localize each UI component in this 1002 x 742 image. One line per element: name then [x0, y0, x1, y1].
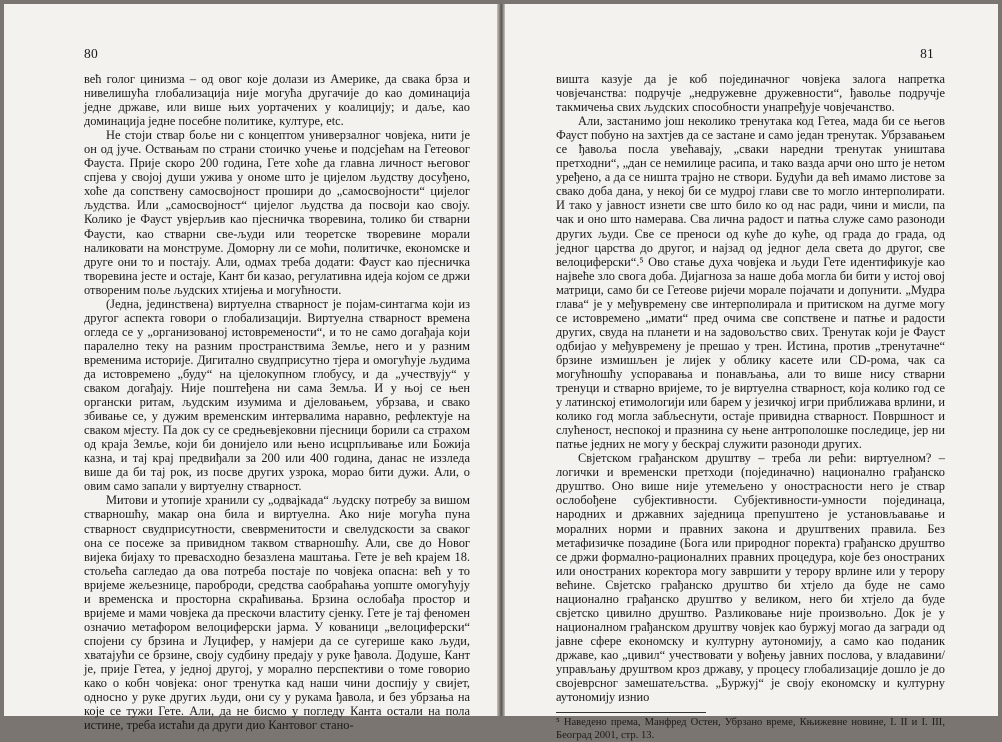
right-page [505, 4, 998, 741]
paragraph: Не стоји ствар боље ни с концептом универзалног човјека, нити је он од јуче. Оствањам по страни стоичко учење и подсјећам на Гетеовог Фауста. Прије скоро 200 година, Гете хоће да главна личност његовог спјева у својој души ужива у ономе што је цијелом људству досуђено, хоће да сопствену самосвојност прошири до „самосвојности“ цијелог људства. Или „самосвојност“ цијелог људства да посвоји као своју. Колико је Фауст увјерљив као пјесничка творевина, толико би стварни Фаусти, као стварни све-људи или теоретске творевине морали наликовати на монструме. Доморну ли се моћи, политичке, економске и друге они то и постају. Али, одмах треба додати: Фауст као пјесничка творевина јесте и остаје, Кант би казао, регулативна идеја којом се држи отвореним поље људских хтијења и могућности. [84, 128, 470, 297]
paragraph: Митови и утопије хранили су „одвајкада“ људску потребу за вишом стварношћу, макар она била и виртуелна. Ако није могућа пуна стварност свудприсутности, свеврменитости и свелудскости за сваког она се посеже за привидном таквом стварношћу. Али, све до Новог вијека бијаху то превасходно безазлена маштања. Гете је већ крајем 18. стољећа сагледао да ова потреба постаје по човјека опасна: већ у то вријеме жељезнице, пароброди, средства саобраћања уопште омогућују и временска и просторна скраћивања. Брзина ослобађа простор и вријеме и мами човјека да прескочи властиту сјенку. Гете је тај феномен означио метафором велоциферски јарма. У кованици „велоциферски“ спојени су брзина и Луцифер, у намјери да се сугерише како људи, хватајући се брзине, своју судбину предају у руке ђавола. Додуше, Кант је, прије Гетеа, у једној другој, у морално перспективи о томе говорио како о кобн човјека: оног тренутка кад наши чини доспију у свијет, односно у руке других људи, они су у рукама ђавола, и без убрзања на које се тужи Гете. Али, да не бисмо у погледу Канта остали на пола истине, треба истаћи да други дио Кантовог стано- [84, 493, 470, 733]
left-page [4, 4, 497, 733]
page-number-right: 81 [920, 46, 934, 61]
footnote: ⁵ Наведено према, Манфред Остен, Убрзано време, Књижевне новине, I. II и I. III, Београд 2001, стр. 13. [556, 717, 945, 741]
page-number-left: 80 [84, 46, 98, 61]
book-spread [4, 4, 998, 741]
right-page-body [556, 72, 945, 742]
paragraph: вишта казује да је коб појединачног човјека залога напретка човјечанства: подручје „недружевне дружевности“, ђаволье подручје такмичења свих људских способности унапређује човјечанство. [556, 72, 945, 115]
paragraph: (Једна, јединствена) виртуелна стварност је појам-синтагма који из другог аспекта говори о глобализацији. Виртуелна стварност времена огледа се у „организованој истовремености“, и то не само догађаја који паралелно теку на разним пространствима Земље, него и у разним временима историје. Дигитално свудприсутно тјера и омогућује људима да истовремено „буду“ на цјелокупном глобусу, и да „учествују“ у сваком догађају. Није поштеђена ни сама Земља. И у њој се њен органски ритам, људским изумима и дјеловањем, убрзава, и свако збивање се, у дужим временским интервалима наравно, рефлектује на сваком мјесту. Па док су се средњевјековни пјесници борили са страхом од краја Земље, који би донијело или њено исцрпљивање или Божија казна, и тај крај предвиђали за 200 или 400 година, данас не иззледа више да би тај рок, из посве других узрока, морао бити дужи. Али, о овим само запали у виртуелну стварност. [84, 296, 470, 494]
left-page-body [84, 72, 470, 732]
book-gutter [497, 4, 505, 716]
paragraph: Свјетском грађанском друштву – треба ли рећи: виртуелном? – логички и временски претходи (појединачно) национално грађанско друштво. Оно више није утемељено у онострасности него је ствар ослобођене субјективности. Субјективности-умности појединаца, народних и државних заједница препуштено је установљавање и моралних норми и правних закона и друштвених правила. Без метафизичке позадине (Бога или природног поректа) грађанско друштво се држи формално-рационалних правних процедура, које без оностраних или оностраних коректора могу завршити у терору врлине или у терору већине. Свјетско грађанско друштво би хтјело да буде не само национално грађанско друштво у великом, него би хтјело да буде свјетско цивилно друштво. Разликовање није произвољно. Док је у националном грађанском друштву човјек као буржуј могао да загради од јавне сфере економску и културну аутономију, а само као поданик државе, као „цивил“ учествовати у вођењу јавних послова, у владавини/управљању друштвом кроз државу, у процесу глобализације дошло је до својеврсног замешатељства. „Буржуј“ је своју економску и културну аутономију изнио [556, 451, 945, 705]
paragraph: Али, застанимо још неколико тренутака код Гетеа, мада би се његов Фауст побуно на захтјев да се застане и само један тренутак. Убрзавањем се ђавоља посла увећавају, „сваки наредни тренутак уништава претходни“, „дан се немилице расипа, и тако вазда арчи оно што је нетом уређено, а да се ништа трајно не створи. Будући да већ имамо листове за свако доба дана, у некој би се мудрој глави све то могло интерполирати. И тако у јавност изнети све што било ко од нас ради, чини и мисли, па чак и оно што намерава. Сва лична радост и патња служе само разоноди других људи. Све се преноси од куће до куће, од града до града, од једног царства до другог, и најзад од једног дела света до другог, све велоциферски“.⁵ Ово стање духа човјека и људи Гете идентификује као највеће зло свога доба. Дијагноза за наше доба могла би бити у истој овој матрици, само би се Гетеове ријечи морале појачати и допунити. „Мудра глава“ је у међувремену све интерполирала и притиском на дугме могу се истовремено „имати“ пред очима све сопствене и патње и радости других, свуда на планети и на задовољство свих. Тренутак који је Фауст одбијао у међувремену је прешао у трен. Истина, против „тренутачне“ брзине измишљен је лијек у облику касете или CD-рома, чак са могућношћу успоравања и понављања, али то више нису стварни тренуци и стварно вријеме, то је виртуелна стварност, која колико год се у латинској етимологији или барем у језичкој игри приближава врлини, и колико год могла забљеснути, остаје привидна стварност. Површност и слућеност, неспокој и празнина су њене антрополошке последице, јер ни патње једних не могу у бескрај служити разоноди других. [556, 114, 945, 452]
footnote-divider [556, 712, 706, 713]
paragraph: већ голог цинизма – од овог које долази из Америке, да свака брза и нивелишућа глобализација није могућа другачије до као доминација једне државе, или више њих уортачених у коалицију; и даље, као доминација једне посебне политике, културе, etc. [84, 72, 470, 129]
